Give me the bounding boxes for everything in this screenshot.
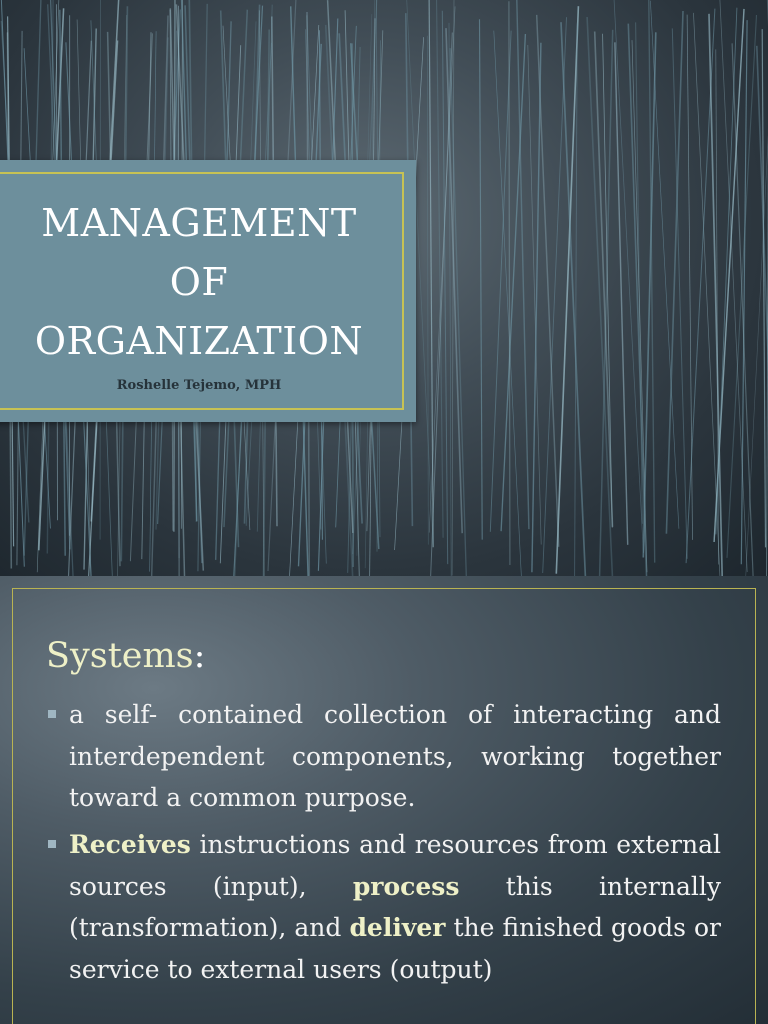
streak-line (561, 22, 586, 576)
bold-term: Receives (69, 830, 191, 859)
content-slide (0, 576, 768, 1024)
streak-line (628, 24, 647, 576)
title-line: ORGANIZATION (34, 319, 364, 363)
slide-heading (46, 636, 205, 676)
streak-line (509, 1, 510, 565)
streak-line (490, 31, 511, 532)
streak-line (615, 42, 628, 545)
streak-line (446, 28, 462, 533)
bullet-run: the finished goods or service to external users (output) (69, 913, 722, 984)
title-line: OF (169, 260, 229, 304)
streak-line (716, 8, 737, 535)
bullet-marker (48, 840, 56, 848)
streak-line (595, 32, 613, 527)
bold-term: process (352, 871, 460, 901)
heading-colon: : (193, 636, 206, 676)
bullet-text-process (69, 824, 721, 990)
streak-line (442, 11, 447, 564)
bold-term: deliver (349, 913, 446, 942)
streak-line (427, 36, 428, 545)
bullet-text-definition: a self- contained collection of interacting and interdependent components, working together toward a common purpose. (69, 700, 721, 812)
streak-line (501, 34, 525, 531)
streak-line (543, 17, 567, 573)
title-card (0, 160, 416, 422)
title-line: MANAGEMENT (41, 201, 357, 245)
streak-line (587, 17, 613, 576)
streak-line (480, 19, 483, 539)
slide-title (0, 194, 398, 371)
heading-text: Systems (46, 636, 194, 676)
presenter-name: Roshelle Tejemo, MPH (116, 378, 282, 393)
bullet-run: instructions and resources from external sources (input), (69, 830, 721, 901)
bullet-run: this internally (transformation), and (69, 871, 721, 942)
bullet-marker (48, 710, 56, 718)
